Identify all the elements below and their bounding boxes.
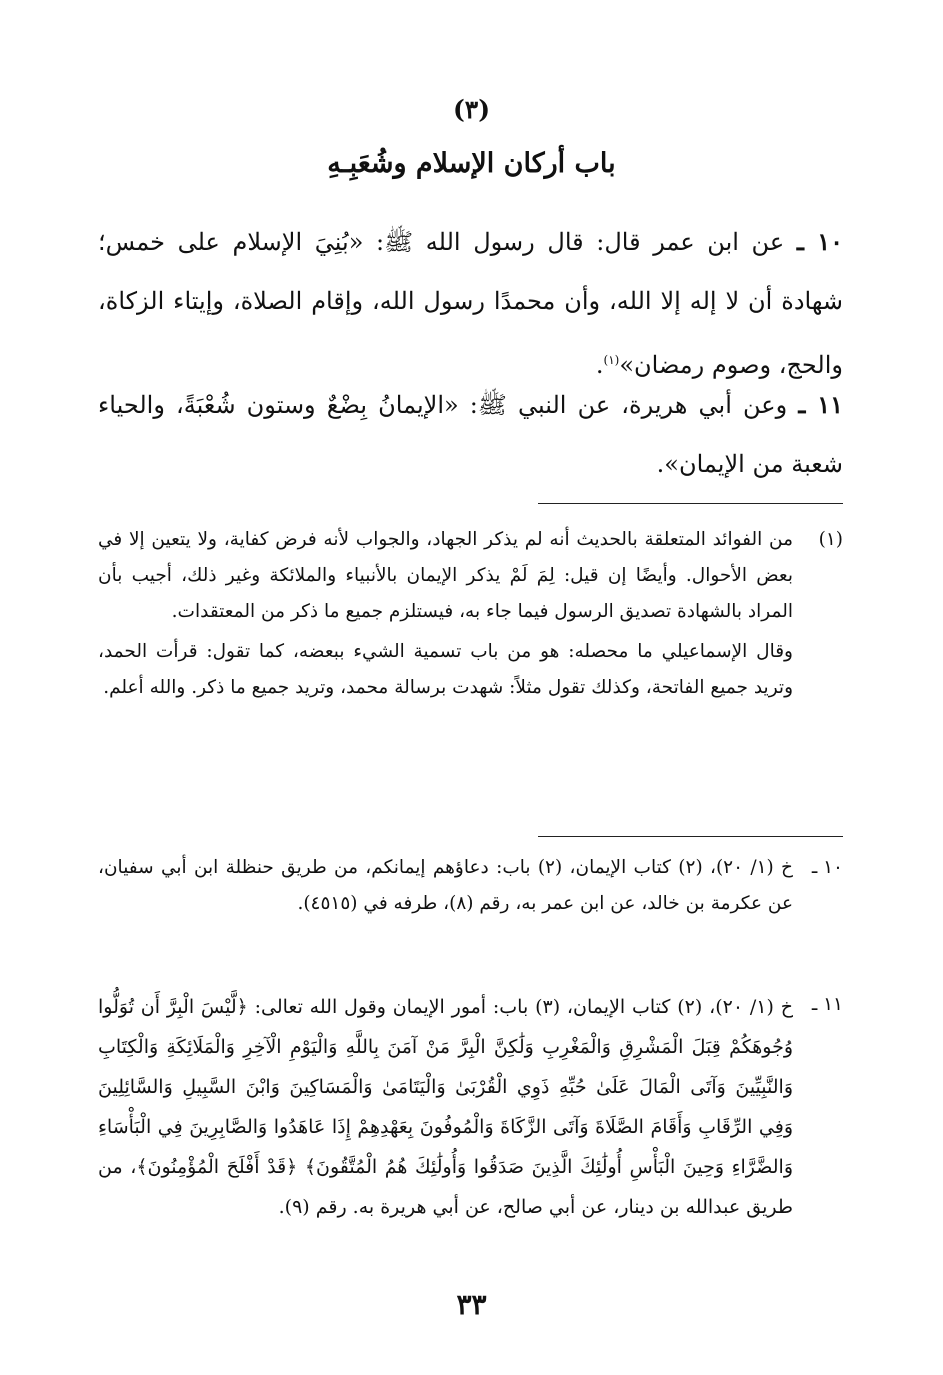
source-text: خ (١/ ٢٠)، (٢) كتاب الإيمان، (٢) باب: دعاؤهم إيمانكم، من طريق حنظلة ابن أبي سفيان، عن عكرمة بن خالد، عن ابن عمر به، رقم (٨)، طرفه في (٤٥١٥).: [98, 857, 793, 914]
hadith-11: [98, 375, 843, 494]
sources-divider: [538, 836, 843, 837]
footnote: [98, 522, 843, 706]
source-marker: ١١ ـ: [811, 994, 843, 1015]
footnote-marker: (١): [818, 529, 843, 550]
quran-verse: ﴿قَدْ أَفْلَحَ الْمُؤْمِنُونَ﴾: [136, 1156, 298, 1178]
footnote-paragraph: من الفوائد المتعلقة بالحديث أنه لم يذكر الجهاد، والجواب لأنه فرض كفاية، ولا يتعين إلا في بعض الأحوال. وأيضًا إن قيل: لِمَ لَمْ يذكر الإيمان بالأنبياء والملائكة وغير ذلك، أجيب بأن المراد بالشهادة تصديق الرسول فيما جاء به، فيستلزم جميع ما ذكر من المعتقدات.: [98, 529, 793, 622]
source-note-10: [98, 850, 843, 922]
hadith-end: .: [595, 351, 604, 379]
chapter-title: باب أركان الإسلام وشُعَبِـهِ: [327, 148, 616, 179]
footnote-paragraph: وقال الإسماعيلي ما محصله: هو من باب تسمية الشيء ببعضه، كما تقول: قرأت الحمد، وتريد جميع الفاتحة، وكذلك تقول مثلاً: شهدت برسالة محمد، وتريد جميع ما ذكر. والله أعلم.: [98, 641, 793, 698]
hadith-text: وعن أبي هريرة، عن النبي ﷺ: «الإيمانُ بِضْعٌ وستون شُعْبَةً، والحياء شعبة من الإيمان».: [98, 391, 843, 478]
quran-verse: ﴿لَّيْسَ الْبِرَّ أَن تُوَلُّوا وُجُوهَكُمْ قِبَلَ الْمَشْرِقِ وَالْمَغْرِبِ وَلَٰكِنَّ الْبِرَّ مَنْ آمَنَ بِاللَّهِ وَالْيَوْمِ الْآخِرِ وَالْمَلَائِكَةِ وَالْكِتَابِ وَالنَّبِيِّينَ وَآتَى الْمَالَ عَلَىٰ حُبِّهِ ذَوِي الْقُرْبَىٰ وَالْيَتَامَىٰ وَالْمَسَاكِينَ وَابْنَ السَّبِيلِ وَالسَّائِلِينَ وَفِي الرِّقَابِ وَأَقَامَ الصَّلَاةَ وَآتَى الزَّكَاةَ وَالْمُوفُونَ بِعَهْدِهِمْ إِذَا عَاهَدُوا وَالصَّابِرِينَ فِي الْبَأْسَاءِ وَالضَّرَّاءِ وَحِينَ الْبَأْسِ أُولَٰئِكَ الَّذِينَ صَدَقُوا وَأُولَٰئِكَ هُمُ الْمُتَّقُونَ﴾: [98, 996, 793, 1178]
source-marker: ١٠ ـ: [811, 857, 843, 878]
source-note-11: [98, 987, 843, 1227]
hadith-number: ١٠ ـ: [796, 227, 843, 256]
hadith-10: [98, 212, 843, 395]
footnote-reference[interactable]: (١): [603, 353, 620, 367]
source-text: خ (١/ ٢٠)، (٢) كتاب الإيمان، (٣) باب: أمور الإيمان وقول الله تعالى:: [254, 996, 793, 1018]
hadith-text: عن ابن عمر قال: قال رسول الله ﷺ: «بُنِيَ الإسلام على خمس؛ شهادة أن لا إله إلا الله، وأن محمدًا رسول الله، وإقام الصلاة، وإيتاء الزكاة، والحج، وصوم رمضان»: [98, 228, 844, 379]
footnote-divider: [538, 503, 843, 504]
chapter-number: (٣): [452, 95, 491, 124]
hadith-number: ١١ ـ: [798, 390, 843, 419]
source-tail: ، من طريق عبدالله بن دينار، عن أبي صالح، عن أبي هريرة به. رقم (٩).: [98, 1156, 793, 1218]
page-number: ٣٣: [456, 1288, 487, 1321]
